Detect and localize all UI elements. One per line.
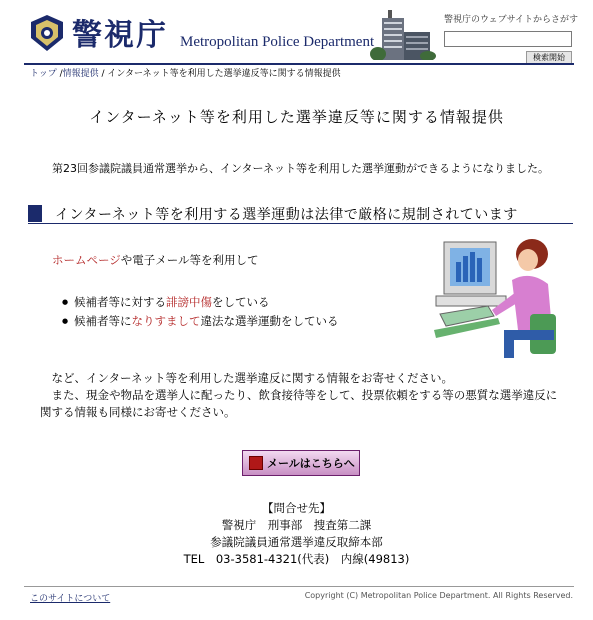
site-logo-english[interactable]: Metropolitan Police Department bbox=[180, 34, 375, 50]
headquarters-building-icon bbox=[370, 6, 436, 60]
contact-info bbox=[0, 500, 593, 568]
highlight-homepage: ホームページ bbox=[52, 253, 121, 267]
site-logo-text[interactable]: 警視庁 bbox=[72, 18, 168, 53]
contact-office: 参議院議員通常選挙違反取締本部 bbox=[210, 535, 383, 549]
breadcrumb-section-link[interactable]: 情報提供 bbox=[62, 69, 99, 79]
list-item bbox=[62, 312, 339, 331]
section-title: インターネット等を利用する選挙運動は法律で厳格に規制されています bbox=[55, 207, 518, 223]
contact-department: 警視庁 刑事部 捜査第二課 bbox=[221, 518, 372, 532]
mail-button-label: メールはこちらへ bbox=[267, 457, 355, 470]
search-label: 警視庁のウェブサイトからさがす bbox=[444, 15, 579, 25]
intro-text: 第23回参議院議員通常選挙から、インターネット等を利用した選挙運動ができるようになりました。 bbox=[52, 162, 550, 175]
header-divider bbox=[24, 63, 574, 65]
computer-user-illustration bbox=[434, 234, 560, 360]
footer-divider bbox=[24, 586, 574, 587]
contact-phone: TEL 03-3581-4321(代表) 内線(49813) bbox=[183, 552, 410, 566]
list-item-text: をしている bbox=[212, 295, 270, 309]
page-title: インターネット等を利用した選挙違反等に関する情報提供 bbox=[89, 108, 504, 126]
request-paragraph bbox=[40, 370, 570, 421]
section-heading bbox=[28, 204, 573, 224]
list-item-text: 違法な選挙運動をしている bbox=[200, 314, 339, 328]
search-button[interactable]: 検索開始 bbox=[526, 51, 572, 65]
site-search bbox=[444, 12, 579, 65]
breadcrumb-current: インターネット等を利用した選挙違反等に関する情報提供 bbox=[107, 69, 341, 79]
breadcrumb-home-link[interactable]: トップ bbox=[30, 69, 57, 79]
contact-heading: 【問合せ先】 bbox=[262, 501, 331, 515]
site-header bbox=[0, 0, 593, 64]
usage-line-text: や電子メール等を利用して bbox=[120, 253, 259, 267]
highlight-slander: 誹謗中傷 bbox=[166, 295, 212, 309]
list-item bbox=[62, 293, 339, 312]
search-input[interactable] bbox=[444, 31, 572, 47]
mail-icon bbox=[249, 456, 263, 470]
highlight-impersonation: なりすまして bbox=[131, 314, 201, 328]
copyright-text: Copyright (C) Metropolitan Police Department. All Rights Reserved. bbox=[304, 591, 573, 600]
breadcrumb-separator: / bbox=[98, 69, 108, 79]
usage-line bbox=[52, 252, 259, 268]
section-marker bbox=[28, 205, 42, 222]
mail-button[interactable] bbox=[242, 450, 360, 476]
about-site-link[interactable]: このサイトについて bbox=[30, 594, 111, 604]
violation-list bbox=[62, 293, 339, 331]
paragraph-text: など、インターネット等を利用した選挙違反に関する情報をお寄せください。 bbox=[51, 371, 453, 385]
list-item-text: 候補者等に bbox=[74, 314, 132, 328]
paragraph-text: 関する情報も同様にお寄せください。 bbox=[40, 405, 236, 419]
police-emblem-icon[interactable] bbox=[30, 14, 64, 52]
breadcrumb bbox=[30, 66, 341, 79]
breadcrumb-separator: / bbox=[56, 69, 63, 79]
list-item-text: 候補者等に対する bbox=[74, 295, 166, 309]
paragraph-text: また、現金や物品を選挙人に配ったり、飲食接待等をして、投票依頼をする等の悪質な選挙違反に bbox=[51, 388, 558, 402]
